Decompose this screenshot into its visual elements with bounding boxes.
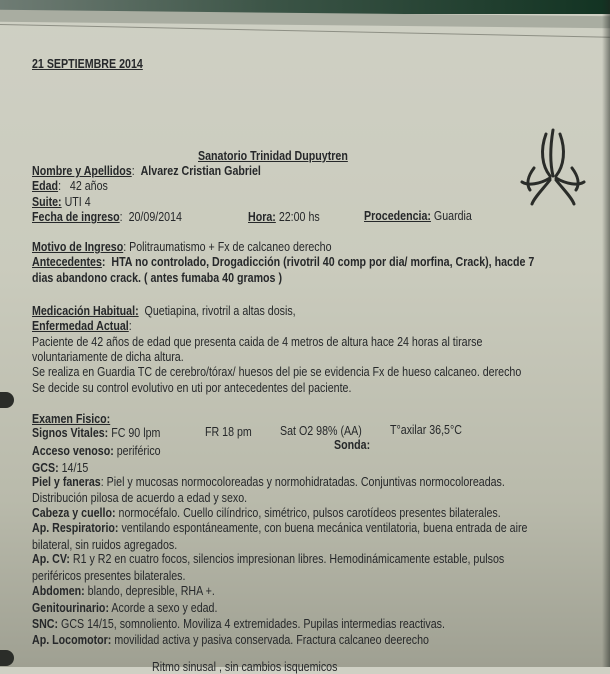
- document-date: 21 SEPTIEMBRE 2014: [32, 56, 143, 71]
- field-cardio: Ap. CV: R1 y R2 en cuatro focos, silencios impresionan libres. Hemodinámicamente estable, pulsos: [32, 551, 505, 566]
- current-line: Se realiza en Guardia TC de cerebro/tórax/ huesos del pie se evidencia Fx de hueso calcaneo. derecho: [32, 364, 522, 379]
- field-skin: Piel y faneras: Piel y mucosas normocoloreadas y normohidratadas. Conjuntivas normocoloreadas.: [32, 474, 505, 489]
- field-head: Cabeza y cuello: normocéfalo. Cuello cilíndrico, simétrico, pulsos carotídeos presentes bilaterales.: [32, 505, 501, 520]
- field-gcs: GCS: 14/15: [32, 460, 89, 475]
- binder-hole: [0, 392, 14, 408]
- vital-fr: FR 18 pm: [205, 424, 252, 439]
- field-current-illness: Enfermedad Actual:: [32, 318, 132, 333]
- field-genitourinary: Genitourinario: Acorde a sexo y edad.: [32, 600, 218, 615]
- field-reason: Motivo de Ingreso: Politraumatismo + Fx de calcaneo derecho: [32, 239, 332, 254]
- field-suite: Suite: UTI 4: [32, 194, 91, 209]
- field-admission-date: Fecha de ingreso: 20/09/2014: [32, 209, 182, 224]
- field-respiratory: Ap. Respiratorio: ventilando espontáneamente, con buena mecánica ventilatoria, buena entrada de aire: [32, 520, 528, 535]
- field-vitals: Signos Vitales: FC 90 lpm: [32, 425, 161, 440]
- resp-line-2: bilateral, sin ruidos agregados.: [32, 537, 178, 552]
- current-line: Paciente de 42 años de edad que presenta caida de 4 metros de altura hace 24 horas al tirarse: [32, 334, 483, 349]
- cv-line-2: periféricos presentes bilaterales.: [32, 568, 186, 583]
- edge-shadow: [602, 0, 610, 667]
- field-locomotor: Ap. Locomotor: movilidad activa y pasiva conservada. Fractura calcaneo deerecho: [32, 632, 429, 647]
- field-venous: Acceso venoso: periférico: [32, 443, 161, 458]
- field-abdomen: Abdomen: blando, depresible, RHA +.: [32, 583, 215, 598]
- field-name: Nombre y Apellidos: Alvarez Cristian Gabriel: [32, 163, 261, 178]
- field-snc: SNC: GCS 14/15, somnoliento. Moviliza 4 extremidades. Pupilas intermedias reactivas.: [32, 616, 445, 631]
- field-history: Antecedentes: HTA no controlado, Drogadicción (rivotril 40 comp por dia/ morfina, Crack), hacde 7: [32, 254, 535, 269]
- vital-sat: Sat O2 98% (AA): [280, 423, 362, 438]
- history-line-2: dias abandono crack. ( antes fumaba 40 gramos ): [32, 270, 282, 285]
- institution-logo-icon: [520, 128, 586, 206]
- field-age: Edad: 42 años: [32, 178, 108, 193]
- current-line: voluntariamente de dicha altura.: [32, 349, 184, 364]
- exam-heading: Examen Fisico:: [32, 411, 111, 426]
- vital-temp: T°axilar 36,5°C: [390, 422, 462, 437]
- institution-name: Sanatorio Trinidad Dupuytren: [198, 148, 348, 163]
- field-medication: Medicación Habitual: Quetiapina, rivotril a altas dosis,: [32, 303, 296, 318]
- cut-off-line: Ritmo sinusal , sin cambios isquemicos: [152, 659, 338, 674]
- field-origin: Procedencia: Guardia: [364, 208, 472, 223]
- current-line: Se decide su control evolutivo en uti por antecedentes del paciente.: [32, 380, 352, 395]
- field-time: Hora: 22:00 hs: [248, 209, 320, 224]
- field-probe: Sonda:: [334, 437, 371, 452]
- skin-line-2: Distribución pilosa de acuerdo a edad y sexo.: [32, 490, 248, 505]
- binder-hole: [0, 650, 14, 666]
